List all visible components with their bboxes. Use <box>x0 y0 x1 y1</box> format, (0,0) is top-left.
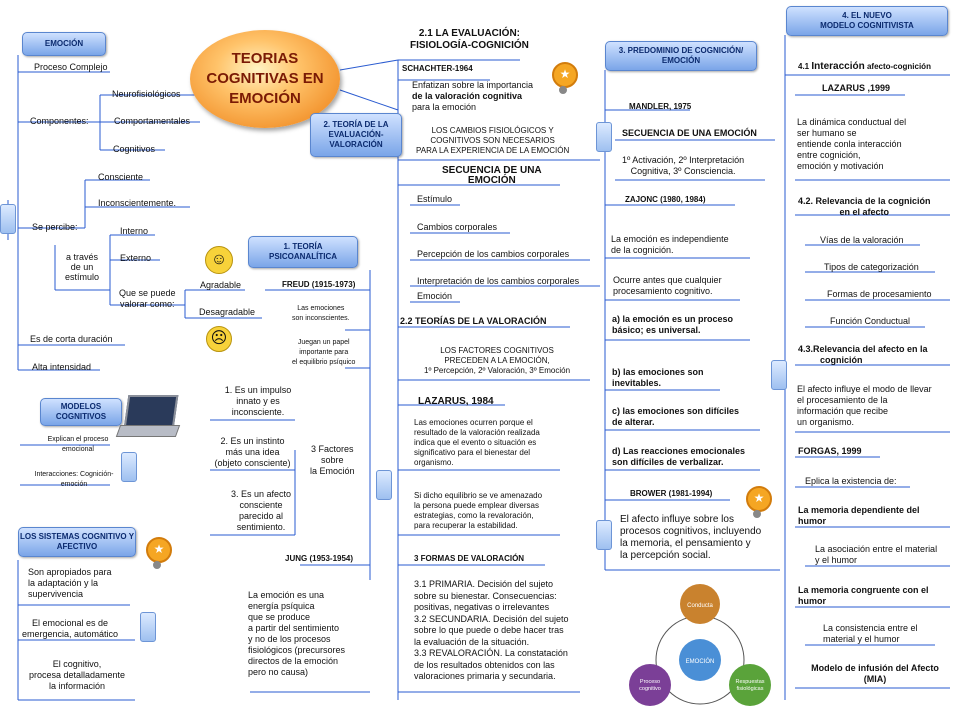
seq-emocion: Emoción <box>417 291 453 301</box>
item-b: b) las emociones son inevitables. <box>612 367 704 388</box>
cognitivo-procesa: El cognitivo, procesa detalladamente la información <box>28 659 126 691</box>
consciente: Consciente <box>98 172 144 182</box>
memoria-dependiente: La memoria dependiente del humor <box>798 505 920 526</box>
medal-icon-3: ★ <box>746 486 772 512</box>
jung: JUNG (1953-1954) <box>285 554 354 563</box>
forgas: FORGAS, 1999 <box>798 446 862 456</box>
comp-comport: Comportamentales <box>114 116 191 126</box>
lazarus-1984: LAZARUS, 1984 <box>418 396 494 407</box>
se-percibe-label: Se percibe: <box>32 222 78 232</box>
dinamica: La dinámica conductual del ser humano se entiende conla interacción entre cognición, emoción y motivación <box>797 117 907 171</box>
emocional-emergencia: El emocional es de emergencia, automático <box>22 618 119 639</box>
memoria-congruente: La memoria congruente con el humor <box>798 585 929 606</box>
factores-cognitivos: LOS FACTORES COGNITIVOS PRECEDEN A LA EMOCIÓN, 1º Percepción, 2º Valoración, 3º Emoción <box>424 346 571 375</box>
happy-face-icon: ☺ <box>205 246 233 274</box>
rel-vias: Vías de la valoración <box>820 235 904 245</box>
relevancia-cognicion: 4.2. Relevancia de la cognición en el afecto <box>798 196 931 217</box>
alta-intensidad: Alta intensidad <box>32 362 92 372</box>
relevancia-afecto: 4.3.Relevancia del afecto en la cognición <box>798 344 928 365</box>
label-conducta: Conducta <box>687 603 713 609</box>
agradable: Agradable <box>200 280 242 290</box>
label-emocion: EMOCIÓN <box>685 659 715 665</box>
seq-cambios: Cambios corporales <box>417 222 498 232</box>
node-proceso <box>629 664 671 706</box>
seq-percepcion: Percepción de los cambios corporales <box>417 249 570 259</box>
cambios-fisiologicos: LOS CAMBIOS FISIOLÓGICOS Y COGNITIVOS SON NECESARIOS PARA LA EXPERIENCIA DE LA EMOCIÓN <box>416 126 570 155</box>
corta-duracion: Es de corta duración <box>30 334 113 344</box>
predominio-header: 3. PREDOMINIO DE COGNICIÓN/ EMOCIÓN <box>605 41 757 71</box>
equilibrio-text: Si dicho equilibrio se ve amenazado la persona puede emplear diversas estrategias, como la revaloración, para recuperar la estabilidad. <box>414 491 543 530</box>
explican-proceso: Explican el proceso emocional <box>47 436 109 453</box>
enfatizan: Enfatizan sobre la importancia de la valoración cognitiva para la emoción <box>412 80 534 112</box>
freud: FREUD (1915-1973) <box>282 280 356 289</box>
tres-factores: 3 Factores sobre la Emoción <box>310 444 355 476</box>
nuevo-bracket <box>771 360 787 390</box>
interacciones: Interacciones: Cognición- emoción <box>34 471 114 488</box>
secuencia-emocion-2: SECUENCIA DE UNA EMOCIÓN <box>622 128 757 138</box>
item-d: d) Las reacciones emocionales son difíciles de verbalizar. <box>612 446 746 467</box>
explica: Eplica la existencia de: <box>805 476 897 486</box>
consistencia: La consistencia entre el material y el humor <box>823 623 918 644</box>
rel-tipos: Tipos de categorización <box>824 262 919 272</box>
rel-funcion: Función Conductual <box>830 316 911 326</box>
sub-evaluacion-fisiologia: 2.1 LA EVALUACIÓN: FISIOLOGÍA-COGNICIÓN <box>410 28 529 51</box>
independiente: La emoción es independiente de la cognición. <box>611 234 729 255</box>
juegan-papel: Juegan un papel importante para el equilibrio psíquico <box>292 339 356 366</box>
brower-bracket <box>596 520 612 550</box>
nuevo-header: 4. EL NUEVO MODELO COGNITIVISTA <box>786 6 948 36</box>
item-a: a) la emoción es un proceso básico; es universal. <box>612 314 734 335</box>
node-respuestas <box>729 664 771 706</box>
mandler: MANDLER, 1975 <box>629 102 692 111</box>
valorar-como: Que se puede valorar como: <box>119 288 176 309</box>
componentes-label: Componentes: <box>30 116 89 126</box>
jung-text: La emoción es una energía psíquica que se produce a partir del sentimiento y no de los procesos fisiológicos (precursores directos de la emoción pero no causa) <box>248 590 346 677</box>
medal-icon: ★ <box>146 537 172 563</box>
comp-cognitivos: Cognitivos <box>113 144 156 154</box>
afecto-consciente: 3. Es un afecto consciente parecido al sentimiento. <box>230 489 292 532</box>
main-title: TEORIAS COGNITIVAS EN EMOCIÓN <box>190 30 340 128</box>
zajonc: ZAJONC (1980, 1984) <box>625 195 706 204</box>
modelos-bracket <box>121 452 137 482</box>
label-proceso-2: cognitivo <box>639 686 661 692</box>
desagradable: Desagradable <box>199 307 256 317</box>
angry-face-icon: ☹ <box>206 326 232 352</box>
modelo-infusion: Modelo de infusión del Afecto (MIA) <box>811 663 939 684</box>
afecto-influye-modo: El afecto influye el modo de llevar el procesamiento de la información que recibe un organismo. <box>797 384 932 427</box>
sistemas-header: LOS SISTEMAS COGNITIVO Y AFECTIVO <box>18 527 136 557</box>
lazarus-1999: LAZARUS ,1999 <box>822 83 891 93</box>
emocion-header: EMOCIÓN <box>22 32 106 56</box>
factores-bracket <box>376 470 392 500</box>
externo: Externo <box>120 253 152 263</box>
afecto-influye: El afecto influye sobre los procesos cognitivos, incluyendo la memoria, el pensamiento y la percepción social. <box>620 514 762 561</box>
lazarus-text: Las emociones ocurren porque el resultado de la valoración realizada indica que el evento o situación es significativo para el bienestar del organismo. <box>414 418 540 467</box>
modelos-header: MODELOS COGNITIVOS <box>40 398 122 426</box>
a-traves: a través de un estímulo <box>65 252 100 282</box>
rel-formas: Formas de procesamiento <box>827 289 932 299</box>
formas-text: 3.1 PRIMARIA. Decisión del sujeto sobre su bienestar. Consecuencias: positivas, negativas o irrelevantes 3.2 SECUNDARIA. Decisión del sujeto sobre lo que puede o debe hacer tras la evaluación de la situación. 3.3 REVALORACIÓN. La constatación de los resultados obtenidos con las valoraciones primaria y secundaria. <box>414 579 569 681</box>
impulso: 1. Es un impulso innato y es inconsciente. <box>224 385 292 417</box>
comp-neuro: Neurofisiológicos <box>112 89 181 99</box>
inconscientes: Las emociones son inconscientes. <box>292 305 350 322</box>
label-respuestas-1: Respuestas <box>735 679 765 685</box>
asociacion: La asociación entre el material y el humor <box>815 544 938 565</box>
activacion: 1º Activación, 2º Interpretación Cognitiva, 3º Consciencia. <box>622 155 745 176</box>
item-c: c) las emociones son difíciles de alterar. <box>612 406 740 427</box>
laptop-icon <box>118 395 178 439</box>
ocurre-antes: Ocurre antes que cualquier procesamiento cognitivo. <box>613 275 722 296</box>
evaluacion-header: 2. TEORÍA DE LA EVALUACIÓN-VALORACIÓN <box>310 113 402 157</box>
apropiados: Son apropiados para la adaptación y la supervivencia <box>28 567 112 599</box>
sub-teorias-valoracion: 2.2 TEORÍAS DE LA VALORACIÓN <box>400 316 547 326</box>
secuencia-emocion-1: SECUENCIA DE UNA EMOCIÓN <box>442 165 542 186</box>
psicoanalitica-header: 1. TEORÍA PSICOANALÍTICA <box>248 236 358 268</box>
proceso-complejo: Proceso Complejo <box>34 62 108 72</box>
formas-valoracion: 3 FORMAS DE VALORACIÓN <box>414 554 525 563</box>
inconsciente: Inconscientemente. <box>98 198 177 208</box>
interaccion-afecto: 4.1 Interacción afecto-cognición <box>798 61 931 72</box>
left-bracket <box>0 204 16 234</box>
interno: Interno <box>120 226 149 236</box>
emotion-cycle-diagram <box>620 580 780 715</box>
label-respuestas-2: fisiológicas <box>736 686 764 692</box>
seq-interpretacion: Interpretación de los cambios corporales <box>417 276 580 286</box>
label-proceso-1: Proceso <box>639 679 661 685</box>
schachter: SCHACHTER-1964 <box>402 64 473 73</box>
medal-icon-2: ★ <box>552 62 578 88</box>
instinto: 2. Es un instinto más una idea (objeto consciente) <box>214 436 291 468</box>
predominio-bracket <box>596 122 612 152</box>
brower: BROWER (1981-1994) <box>630 489 713 498</box>
seq-estimulo: Estímulo <box>417 194 453 204</box>
sistemas-bracket <box>140 612 156 642</box>
